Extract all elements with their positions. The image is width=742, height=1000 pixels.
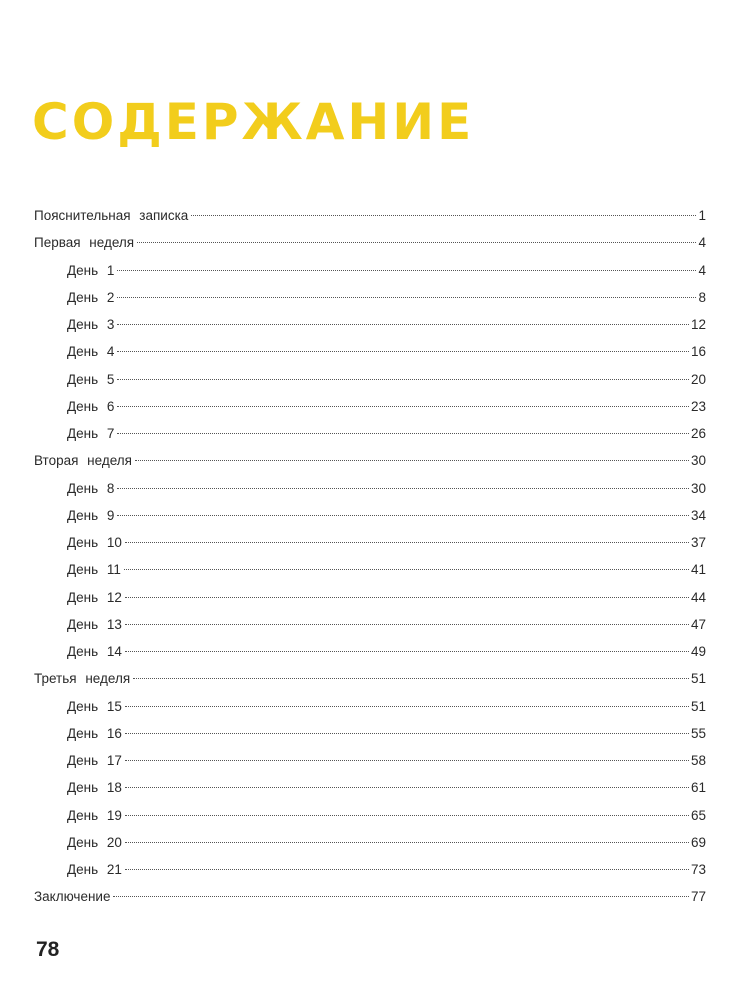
toc-dot-leader	[125, 787, 689, 788]
toc-entry-page: 26	[690, 426, 706, 441]
toc-entry-label: Первая неделя	[34, 235, 135, 251]
toc-dot-leader	[125, 760, 689, 761]
toc-entry-label: День 2	[67, 289, 115, 305]
toc-entry-page: 37	[690, 535, 706, 550]
toc-dot-leader	[133, 678, 689, 679]
toc-entry-page: 58	[690, 753, 706, 768]
toc-entry-label: День 21	[67, 862, 122, 877]
toc-entry-day	[34, 856, 706, 883]
toc-entry-label: День 11	[67, 562, 121, 578]
toc-entry-page: 41	[690, 562, 706, 578]
toc-dot-leader	[135, 460, 689, 461]
toc-entry-day	[34, 747, 706, 774]
toc-entry-day	[34, 638, 706, 665]
toc-entry-section	[34, 883, 706, 910]
toc-entry-day	[34, 257, 706, 284]
toc-entry-label: День 19	[67, 807, 122, 823]
toc-dot-leader	[125, 733, 689, 734]
toc-dot-leader	[137, 242, 696, 243]
toc-entry-label: День 7	[67, 426, 115, 441]
toc-entry-day	[34, 420, 706, 447]
toc-entry-page: 4	[698, 235, 706, 251]
toc-dot-leader	[191, 215, 696, 216]
toc-entry-day	[34, 475, 706, 502]
toc-entry-label: Третья неделя	[34, 671, 131, 687]
toc-entry-label: День 18	[67, 780, 122, 796]
toc-entry-page: 65	[690, 807, 706, 823]
toc-dot-leader	[125, 815, 689, 816]
toc-dot-leader	[113, 896, 688, 897]
toc-entry-label: Пояснительная записка	[34, 208, 189, 223]
toc-entry-label: День 3	[67, 317, 115, 332]
toc-dot-leader	[125, 542, 689, 543]
toc-dot-leader	[117, 324, 689, 325]
toc-entry-day	[34, 556, 706, 583]
toc-entry-day	[34, 529, 706, 556]
toc-entry-label: День 13	[67, 616, 122, 632]
page-number: 78	[36, 938, 60, 961]
toc-dot-leader	[117, 488, 689, 489]
toc-dot-leader	[125, 597, 689, 598]
toc-entry-label: День 17	[67, 753, 122, 768]
toc-entry-day	[34, 774, 706, 801]
toc-entry-day	[34, 366, 706, 393]
toc-entry-label: Вторая неделя	[34, 453, 132, 469]
toc-entry-label: День 1	[67, 262, 115, 278]
toc-entry-page: 34	[690, 507, 706, 523]
toc-entry-label: Заключение	[34, 889, 111, 905]
toc-entry-page: 69	[690, 834, 706, 850]
toc-entry-section	[34, 202, 706, 229]
toc-entry-page: 23	[690, 398, 706, 414]
toc-dot-leader	[125, 842, 689, 843]
toc-dot-leader	[124, 569, 689, 570]
toc-entry-page: 16	[690, 344, 706, 360]
toc-entry-label: День 15	[67, 698, 122, 714]
toc-dot-leader	[125, 651, 689, 652]
toc-entry-page: 47	[690, 616, 706, 632]
toc-entry-day	[34, 393, 706, 420]
toc-entry-page: 51	[690, 671, 706, 687]
toc-entry-page: 8	[698, 289, 706, 305]
page-title: СОДЕРЖАНИЕ	[32, 93, 475, 151]
toc-entry-day	[34, 829, 706, 856]
toc-entry-day	[34, 338, 706, 365]
toc-entry-page: 77	[690, 889, 706, 905]
toc-entry-page: 4	[698, 262, 706, 278]
toc-entry-day	[34, 584, 706, 611]
toc-entry-day	[34, 284, 706, 311]
toc-entry-day	[34, 693, 706, 720]
toc-entry-label: День 4	[67, 344, 115, 360]
toc-entry-day	[34, 720, 706, 747]
toc-entry-section	[34, 229, 706, 256]
toc-entry-section	[34, 447, 706, 474]
toc-entry-page: 1	[698, 208, 706, 223]
toc-entry-label: День 5	[67, 371, 115, 387]
toc-dot-leader	[117, 406, 689, 407]
toc-dot-leader	[117, 297, 696, 298]
toc-dot-leader	[117, 515, 689, 516]
toc-entry-page: 44	[690, 589, 706, 605]
toc-entry-label: День 20	[67, 834, 122, 850]
toc-dot-leader	[125, 706, 689, 707]
toc-entry-label: День 10	[67, 535, 122, 550]
toc-dot-leader	[117, 379, 689, 380]
toc-entry-label: День 6	[67, 398, 115, 414]
toc-entry-day	[34, 802, 706, 829]
table-of-contents	[34, 202, 706, 911]
toc-entry-label: День 12	[67, 589, 122, 605]
toc-dot-leader	[117, 270, 696, 271]
toc-entry-day	[34, 611, 706, 638]
toc-dot-leader	[125, 624, 689, 625]
toc-entry-label: День 8	[67, 480, 115, 496]
toc-entry-page: 55	[690, 725, 706, 741]
toc-entry-label: День 9	[67, 507, 115, 523]
toc-entry-page: 30	[690, 480, 706, 496]
toc-dot-leader	[117, 433, 689, 434]
toc-entry-label: День 14	[67, 644, 122, 659]
toc-entry-day	[34, 502, 706, 529]
toc-entry-day	[34, 311, 706, 338]
toc-entry-page: 61	[690, 780, 706, 796]
toc-entry-page: 12	[690, 317, 706, 332]
toc-entry-page: 20	[690, 371, 706, 387]
toc-entry-page: 49	[690, 644, 706, 659]
toc-entry-page: 73	[690, 862, 706, 877]
toc-entry-section	[34, 665, 706, 692]
toc-entry-page: 30	[690, 453, 706, 469]
toc-dot-leader	[125, 869, 689, 870]
toc-entry-page: 51	[690, 698, 706, 714]
toc-dot-leader	[117, 351, 689, 352]
toc-entry-label: День 16	[67, 725, 122, 741]
